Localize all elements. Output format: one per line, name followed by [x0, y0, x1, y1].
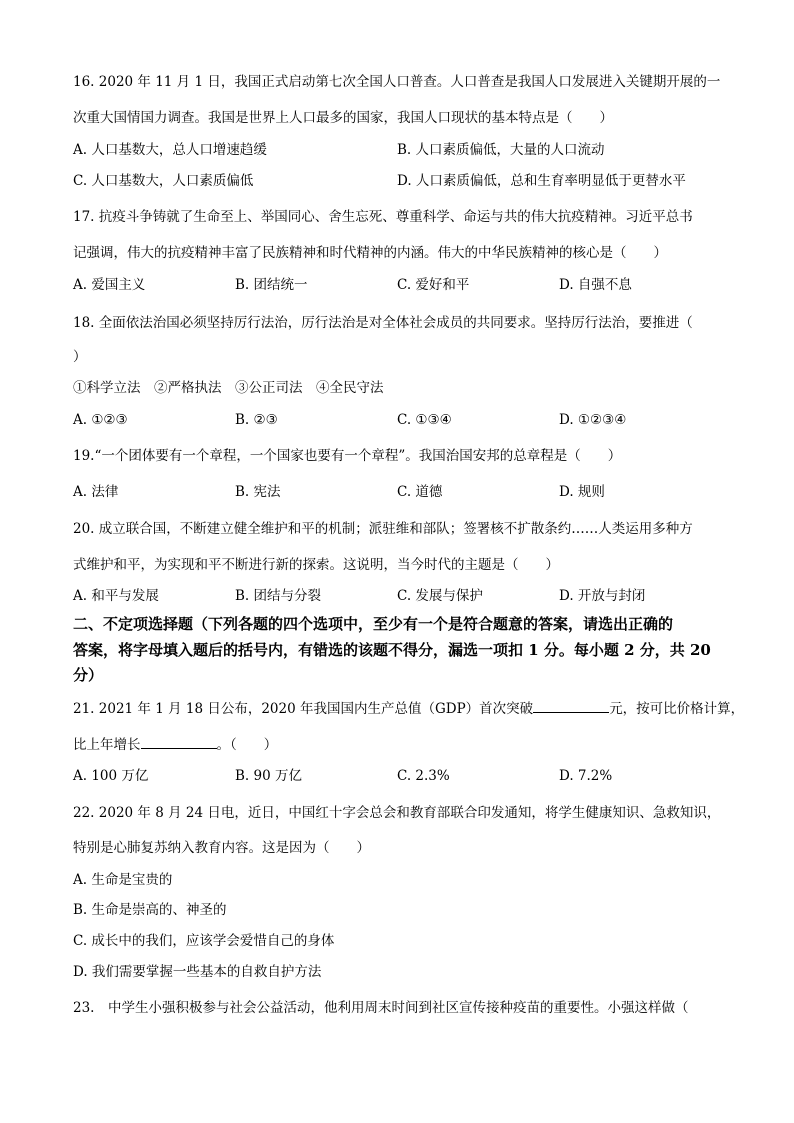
q17-option-b: B. 团结统一	[235, 277, 308, 293]
q21-stem-line2	[73, 734, 277, 755]
q16-stem-line1: 16. 2020 年 11 月 1 日，我国正式启动第七次全国人口普查。人口普查是我国人口发展进入关键期开展的一	[73, 74, 721, 90]
q20-stem-line2: 式维护和平，为实现和平不断进行新的探索。这说明，当今时代的主题是（ ）	[73, 557, 559, 573]
q18-stem-line2: ）	[73, 349, 87, 365]
q17-option-c: C. 爱好和平	[397, 277, 470, 293]
q21-stem-text-b: 元，按可比价格计算，	[609, 701, 745, 717]
q21-stem-text-a: 21. 2021 年 1 月 18 日公布，2020 年我国国内生产总值（GDP）首次突破	[73, 701, 534, 717]
q17-option-d: D. 自强不息	[559, 277, 632, 293]
q17-option-a: A. 爱国主义	[73, 277, 146, 293]
q21-blank-2	[141, 734, 217, 749]
section2-heading-line3: 分）	[73, 666, 104, 684]
q23-stem-line1: 23. 中学生小强积极参与社会公益活动，他利用周末时间到社区宣传接种疫苗的重要性。小强这样做（	[73, 1000, 689, 1016]
q18-stem-line1: 18. 全面依法治国必须坚持厉行法治，厉行法治是对全体社会成员的共同要求。坚持厉行法治，要推进（	[73, 315, 693, 331]
q19-option-d: D. 规则	[559, 484, 605, 500]
q17-stem-line2: 记强调，伟大的抗疫精神丰富了民族精神和时代精神的内涵。伟大的中华民族精神的核心是（ ）	[73, 245, 667, 261]
q21-option-a: A. 100 万亿	[73, 768, 149, 784]
section2-heading-line2: 答案，将字母填入题后的括号内，有错选的该题不得分，漏选一项扣 1 分。每小题 2 分，共 20	[73, 641, 711, 659]
q19-option-a: A. 法律	[73, 484, 119, 500]
q22-option-b: B. 生命是崇高的、神圣的	[73, 902, 227, 918]
q22-stem-line2: 特别是心肺复苏纳入教育内容。这是因为（ ）	[73, 840, 370, 856]
q19-option-b: B. 宪法	[235, 484, 281, 500]
q16-option-c: C. 人口基数大，人口素质偏低	[73, 173, 254, 189]
q20-option-a: A. 和平与发展	[73, 588, 159, 604]
q22-option-c: C. 成长中的我们，应该学会爱惜自己的身体	[73, 933, 335, 949]
q19-stem-line1: 19.“一个团体要有一个章程，一个国家也要有一个章程”。我国治国安邦的总章程是（ ）	[73, 448, 622, 464]
q18-option-c: C. ①③④	[397, 412, 452, 428]
q18-statements: ①科学立法 ②严格执法 ③公正司法 ④全民守法	[73, 380, 384, 396]
q22-option-d: D. 我们需要掌握一些基本的自救自护方法	[73, 964, 322, 980]
q16-option-b: B. 人口素质偏低，大量的人口流动	[397, 142, 605, 158]
q20-option-c: C. 发展与保护	[397, 588, 483, 604]
q18-option-b: B. ②③	[235, 412, 278, 428]
q16-option-d: D. 人口素质偏低，总和生育率明显低于更替水平	[397, 173, 686, 189]
q22-option-a: A. 生命是宝贵的	[73, 872, 173, 888]
q17-stem-line1: 17. 抗疫斗争铸就了生命至上、举国同心、舍生忘死、尊重科学、命运与共的伟大抗疫精神。习近平总书	[73, 209, 693, 225]
q19-option-c: C. 道德	[397, 484, 443, 500]
q21-option-b: B. 90 万亿	[235, 768, 302, 784]
section2-heading-line1: 二、不定项选择题（下列各题的四个选项中，至少有一个是符合题意的答案，请选出正确的	[73, 615, 674, 633]
q16-stem-line2: 次重大国情国力调查。我国是世界上人口最多的国家，我国人口现状的基本特点是（ ）	[73, 110, 613, 126]
q18-option-a: A. ①②③	[73, 412, 128, 428]
q21-option-c: C. 2.3%	[397, 768, 450, 784]
q20-option-b: B. 团结与分裂	[235, 588, 322, 604]
q20-stem-line1: 20. 成立联合国，不断建立健全维护和平的机制；派驻维和部队；签署核不扩散条约……人类运用多种方	[73, 521, 693, 537]
q20-option-d: D. 开放与封闭	[559, 588, 646, 604]
q21-blank-1	[533, 698, 609, 713]
q18-option-d: D. ①②③④	[559, 412, 627, 428]
q21-option-d: D. 7.2%	[559, 768, 613, 784]
q21-stem-text-d: 。（ ）	[216, 737, 278, 753]
q21-stem-text-c: 比上年增长	[73, 737, 141, 753]
q16-option-a: A. 人口基数大，总人口增速趋缓	[73, 142, 267, 158]
q21-stem-line1	[73, 698, 744, 719]
q22-stem-line1: 22. 2020 年 8 月 24 日电，近日，中国红十字会总会和教育部联合印发通知，将学生健康知识、急救知识，	[73, 805, 721, 821]
